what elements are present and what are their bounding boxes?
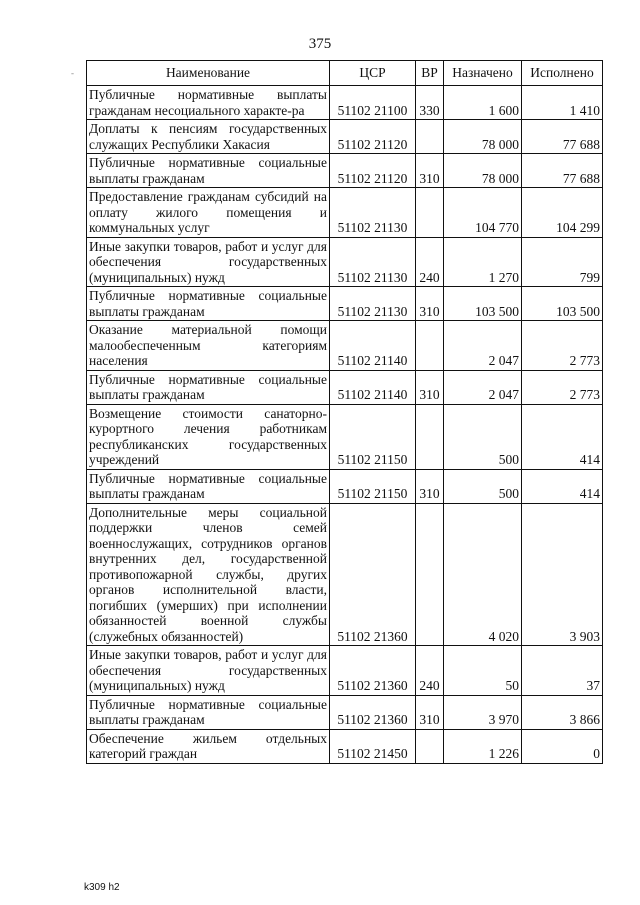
cell-vr: [416, 321, 444, 371]
table-row: [87, 237, 603, 287]
cell-name: Публичные нормативные социальные выплаты гражданам: [87, 695, 330, 729]
cell-csr: 51102 21140: [330, 321, 416, 371]
table-row: [87, 503, 603, 646]
cell-executed: 77 688: [522, 120, 603, 154]
table-header-row: [87, 61, 603, 86]
cell-assigned: 1 600: [444, 86, 522, 120]
cell-name: Дополнительные меры социальной поддержки членов семей военнослужащих, сотрудников органов внутренних дел, государственной противопожарной службы, других органов исполнительной власти, погибших (умерших) при исполнении обязанностей военной службы (служебных обязанностей): [87, 503, 330, 646]
cell-assigned: 78 000: [444, 120, 522, 154]
table-row: [87, 646, 603, 696]
cell-executed: 77 688: [522, 154, 603, 188]
cell-csr: 51102 21130: [330, 287, 416, 321]
cell-executed: 103 500: [522, 287, 603, 321]
table-row: [87, 695, 603, 729]
cell-vr: [416, 188, 444, 238]
cell-vr: [416, 729, 444, 763]
table-row: [87, 120, 603, 154]
cell-executed: 2 773: [522, 321, 603, 371]
cell-vr: 310: [416, 695, 444, 729]
cell-name: Обеспечение жильем отдельных категорий граждан: [87, 729, 330, 763]
cell-executed: 3 866: [522, 695, 603, 729]
cell-assigned: 3 970: [444, 695, 522, 729]
cell-name: Предоставление гражданам субсидий на оплату жилого помещения и коммунальных услуг: [87, 188, 330, 238]
cell-name: Публичные нормативные социальные выплаты гражданам: [87, 287, 330, 321]
cell-executed: 3 903: [522, 503, 603, 646]
cell-name: Доплаты к пенсиям государственных служащих Республики Хакасия: [87, 120, 330, 154]
cell-vr: 310: [416, 469, 444, 503]
cell-executed: 37: [522, 646, 603, 696]
cell-name: Публичные нормативные социальные выплаты гражданам: [87, 469, 330, 503]
cell-vr: 310: [416, 154, 444, 188]
table-row: [87, 154, 603, 188]
cell-executed: 799: [522, 237, 603, 287]
cell-assigned: 2 047: [444, 321, 522, 371]
table-row: [87, 86, 603, 120]
cell-vr: [416, 120, 444, 154]
cell-csr: 51102 21100: [330, 86, 416, 120]
cell-name: Публичные нормативные социальные выплаты гражданам: [87, 370, 330, 404]
header-vr: ВР: [416, 61, 444, 86]
cell-name: Оказание материальной помощи малообеспеченным категориям населения: [87, 321, 330, 371]
cell-assigned: 500: [444, 404, 522, 469]
budget-table: [86, 60, 603, 764]
cell-csr: 51102 21150: [330, 469, 416, 503]
cell-csr: 51102 21130: [330, 237, 416, 287]
cell-vr: 330: [416, 86, 444, 120]
table-row: [87, 404, 603, 469]
cell-csr: 51102 21360: [330, 695, 416, 729]
cell-vr: 310: [416, 287, 444, 321]
cell-executed: 104 299: [522, 188, 603, 238]
cell-assigned: 78 000: [444, 154, 522, 188]
cell-vr: [416, 503, 444, 646]
cell-name: Возмещение стоимости санаторно-курортного лечения работникам республиканских государственных учреждений: [87, 404, 330, 469]
cell-assigned: 104 770: [444, 188, 522, 238]
cell-name: Иные закупки товаров, работ и услуг для обеспечения государственных (муниципальных) нужд: [87, 237, 330, 287]
header-name: Наименование: [87, 61, 330, 86]
header-assigned: Назначено: [444, 61, 522, 86]
cell-executed: 2 773: [522, 370, 603, 404]
cell-executed: 414: [522, 404, 603, 469]
cell-csr: 51102 21450: [330, 729, 416, 763]
cell-csr: 51102 21360: [330, 503, 416, 646]
cell-csr: 51102 21130: [330, 188, 416, 238]
table-row: [87, 321, 603, 371]
cell-csr: 51102 21150: [330, 404, 416, 469]
cell-csr: 51102 21140: [330, 370, 416, 404]
cell-executed: 1 410: [522, 86, 603, 120]
cell-vr: 240: [416, 237, 444, 287]
cell-assigned: 1 226: [444, 729, 522, 763]
cell-csr: 51102 21120: [330, 154, 416, 188]
cell-vr: 310: [416, 370, 444, 404]
cell-executed: 414: [522, 469, 603, 503]
table-row: [87, 188, 603, 238]
table-body: [87, 86, 603, 764]
cell-csr: 51102 21120: [330, 120, 416, 154]
header-csr: ЦСР: [330, 61, 416, 86]
table-row: [87, 370, 603, 404]
cell-vr: [416, 404, 444, 469]
cell-assigned: 50: [444, 646, 522, 696]
table-row: [87, 287, 603, 321]
cell-name: Публичные нормативные выплаты гражданам несоциального характе-ра: [87, 86, 330, 120]
cell-name: Иные закупки товаров, работ и услуг для обеспечения государственных (муниципальных) нужд: [87, 646, 330, 696]
header-executed: Исполнено: [522, 61, 603, 86]
table-row: [87, 469, 603, 503]
cell-executed: 0: [522, 729, 603, 763]
cell-assigned: 2 047: [444, 370, 522, 404]
cell-vr: 240: [416, 646, 444, 696]
cell-assigned: 500: [444, 469, 522, 503]
margin-mark: -: [71, 68, 74, 78]
table-row: [87, 729, 603, 763]
footer-code: k309 h2: [84, 882, 120, 893]
cell-assigned: 103 500: [444, 287, 522, 321]
cell-name: Публичные нормативные социальные выплаты гражданам: [87, 154, 330, 188]
cell-assigned: 1 270: [444, 237, 522, 287]
page-number: 375: [308, 36, 332, 52]
cell-assigned: 4 020: [444, 503, 522, 646]
cell-csr: 51102 21360: [330, 646, 416, 696]
